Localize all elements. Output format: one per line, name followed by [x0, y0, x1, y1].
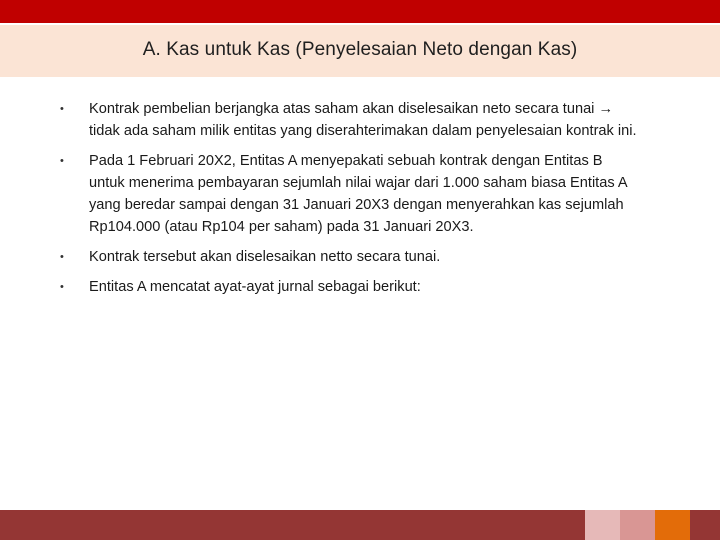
bullet-list: [60, 98, 640, 306]
list-item: [60, 276, 640, 298]
bottom-bar-orange-segment: [655, 510, 690, 540]
bottom-bar-mid-segment: [620, 510, 655, 540]
list-item: [60, 98, 640, 142]
list-item: [60, 246, 640, 268]
bullet-marker: •: [60, 155, 64, 167]
bullet-marker: •: [60, 251, 64, 263]
bottom-bar-main-segment: [0, 510, 585, 540]
bullet-text: Pada 1 Februari 20X2, Entitas A menyepakati sebuah kontrak dengan Entitas B untuk menerima pembayaran sejumlah nilai wajar dari 1.000 saham biasa Entitas A yang beredar sampai dengan 31 Januari 20X3 dengan menyerahkan kas sejumlah Rp104.000 (atau Rp104 per saham) pada 31 Januari 20X3.: [89, 153, 627, 235]
top-accent-bar: [0, 0, 720, 23]
bullet-text: Kontrak tersebut akan diselesaikan netto secara tunai.: [89, 249, 441, 265]
bullet-marker: •: [60, 281, 64, 293]
bullet-marker: •: [60, 103, 64, 115]
bullet-text: Kontrak pembelian berjangka atas saham akan diselesaikan neto secara tunai → tidak ada saham milik entitas yang diserahterimakan dalam penyelesaian kontrak ini.: [89, 101, 637, 139]
bottom-bar-light-segment: [585, 510, 620, 540]
slide-title: A. Kas untuk Kas (Penyelesaian Neto dengan Kas): [142, 39, 578, 60]
list-item: [60, 150, 640, 238]
bullet-text: Entitas A mencatat ayat-ayat jurnal sebagai berikut:: [89, 279, 421, 295]
bottom-accent-bar: [0, 510, 720, 540]
title-band: [0, 23, 720, 77]
bottom-bar-end-segment: [690, 510, 720, 540]
